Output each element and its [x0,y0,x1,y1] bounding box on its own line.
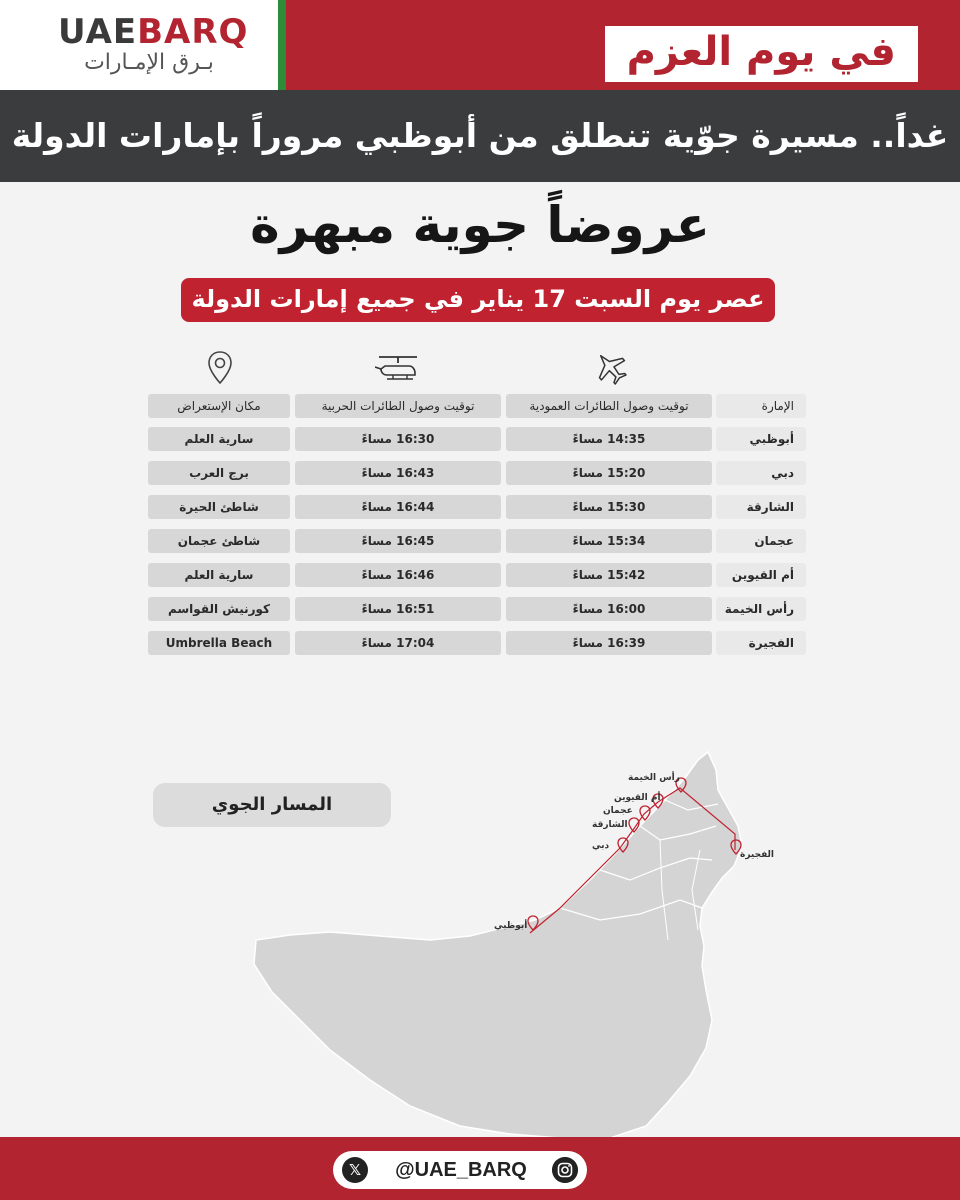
logo-subtitle: بـرق الإمـارات [84,50,214,75]
row-heli-time: 15:20 مساءً [506,461,712,485]
x-icon[interactable]: 𝕏 [342,1157,368,1183]
map-label-ajman: عجمان [603,806,633,816]
row-place: كورنيش القواسم [148,597,290,621]
header-place: مكان الإستعراض [148,394,290,418]
row-heli-time: 15:42 مساءً [506,563,712,587]
route-label: المسار الجوي [153,783,391,827]
logo [0,0,278,90]
logo-wordmark [58,12,248,52]
headline: غداً.. مسيرة جوّية تنطلق من أبوظبي مروراً بإمارات الدولة [0,90,960,182]
map-label-sharjah: الشارقة [592,820,628,830]
row-heli-time: 15:34 مساءً [506,529,712,553]
row-place: سارية العلم [148,563,290,587]
footer [0,1137,960,1200]
row-jet-time: 16:45 مساءً [295,529,501,553]
logo-wordmark-right: BARQ [137,12,249,52]
row-emirate: دبي [716,461,806,485]
row-emirate: أم القيوين [716,563,806,587]
map-label-dubai: دبي [592,841,610,851]
map-label-rak: رأس الخيمة [628,773,680,783]
header-heli-time: توقيت وصول الطائرات العمودية [506,394,712,418]
map-label-abudhabi: أبوظبي [494,921,528,931]
row-place: سارية العلم [148,427,290,451]
uae-map [0,730,960,1140]
logo-wordmark-left: UAE [58,12,138,52]
row-place: شاطئ عجمان [148,529,290,553]
row-place: برج العرب [148,461,290,485]
row-emirate: عجمان [716,529,806,553]
header-jet-time: توقيت وصول الطائرات الحربية [295,394,501,418]
row-jet-time: 16:46 مساءً [295,563,501,587]
row-heli-time: 14:35 مساءً [506,427,712,451]
date-badge: عصر يوم السبت 17 يناير في جميع إمارات الدولة [181,278,775,322]
row-emirate: الفجيرة [716,631,806,655]
row-jet-time: 17:04 مساءً [295,631,501,655]
header-emirate: الإمارة [716,394,806,418]
red-banner [286,0,960,90]
page-title: عروضاً جوية مبهرة [250,196,710,254]
map-label-fujairah: الفجيرة [740,850,775,860]
row-jet-time: 16:44 مساءً [295,495,501,519]
row-heli-time: 15:30 مساءً [506,495,712,519]
row-place: شاطئ الحيرة [148,495,290,519]
row-jet-time: 16:43 مساءً [295,461,501,485]
fighter-jet-icon [593,350,629,386]
instagram-icon[interactable] [552,1157,578,1183]
map-label-uaq: أم القيوين [614,793,661,803]
row-emirate: رأس الخيمة [716,597,806,621]
location-pin-icon [205,350,235,386]
row-place: Umbrella Beach [148,631,290,655]
helicopter-icon [375,352,421,386]
row-jet-time: 16:30 مساءً [295,427,501,451]
row-heli-time: 16:00 مساءً [506,597,712,621]
row-heli-time: 16:39 مساءً [506,631,712,655]
green-divider [278,0,286,90]
social-handle[interactable]: @UAE_BARQ [395,1159,527,1181]
banner-title: في يوم العزم [605,26,918,82]
row-jet-time: 16:51 مساءً [295,597,501,621]
row-emirate: الشارقة [716,495,806,519]
row-emirate: أبوظبي [716,427,806,451]
social-pill[interactable] [333,1151,587,1189]
